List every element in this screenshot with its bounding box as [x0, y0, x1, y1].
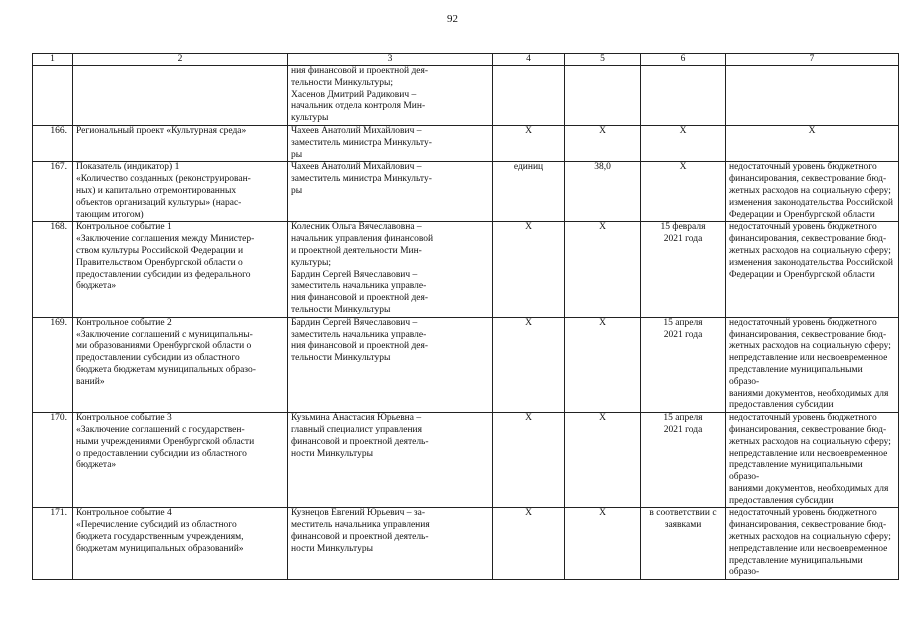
risks-cell: недостаточный уровень бюджетного финансирования, секвестрование бюд- жетных расходов на социальную сферу; непредставление или несвоевременное представление муниципальными образо- ваниями документов, необходимых для предоставления субсидии: [726, 317, 899, 412]
deadline-cell: 15 апреля 2021 года: [641, 317, 726, 412]
risks-cell: недостаточный уровень бюджетного финансирования, секвестрование бюд- жетных расходов на социальную сферу; непредставление или несвоевременное представление муниципальными образо- ваниями документов, необходимых для предоставления субсидии: [726, 413, 899, 508]
table-row: [33, 508, 899, 580]
risks-cell: недостаточный уровень бюджетного финансирования, секвестрование бюд- жетных расходов на социальную сферу; непредставление или несвоевременное представление муниципальными образо-: [726, 508, 899, 580]
plan-table: [32, 53, 899, 580]
event-name: Контрольное событие 1 «Заключение соглашения между Министер- ством культуры Российской Федерации и Правительством Оренбургской области о предоставлении субсидии из федерального бюджета»: [73, 222, 288, 317]
responsible-person: Кузнецов Евгений Юрьевич – за- меститель начальника управления финансовой и проектной деятель- ности Минкультуры: [288, 508, 493, 580]
row-number: 171.: [33, 508, 73, 580]
value-cell: Х: [565, 317, 641, 412]
row-number: 168.: [33, 222, 73, 317]
deadline-cell: [641, 66, 726, 126]
row-number: 166.: [33, 125, 73, 161]
column-number: 6: [641, 54, 726, 66]
value-cell: Х: [565, 508, 641, 580]
unit-cell: Х: [493, 222, 565, 317]
table-row: [33, 162, 899, 222]
column-number: 4: [493, 54, 565, 66]
column-number: 2: [73, 54, 288, 66]
table-row: [33, 222, 899, 317]
deadline-cell: в соответствии с заявками: [641, 508, 726, 580]
row-number: 169.: [33, 317, 73, 412]
event-name: Региональный проект «Культурная среда»: [73, 125, 288, 161]
event-name: Показатель (индикатор) 1 «Количество созданных (реконструирован- ных) и капитально отремонтированных объектов организаций культуры» (нарас- тающим итогом): [73, 162, 288, 222]
column-number-row: [33, 54, 899, 66]
column-number: 1: [33, 54, 73, 66]
risks-cell: Х: [726, 125, 899, 161]
row-number: 170.: [33, 413, 73, 508]
deadline-cell: Х: [641, 162, 726, 222]
risks-cell: недостаточный уровень бюджетного финансирования, секвестрование бюд- жетных расходов на социальную сферу; изменения законодательства Российской Федерации и Оренбургской области: [726, 222, 899, 317]
risks-cell: [726, 66, 899, 126]
responsible-person: Чахеев Анатолий Михайлович – заместитель министра Минкульту- ры: [288, 162, 493, 222]
deadline-cell: 15 апреля 2021 года: [641, 413, 726, 508]
column-number: 5: [565, 54, 641, 66]
deadline-cell: 15 февраля 2021 года: [641, 222, 726, 317]
responsible-person: Чахеев Анатолий Михайлович – заместитель министра Минкульту- ры: [288, 125, 493, 161]
event-name: Контрольное событие 2 «Заключение соглашений с муниципальны- ми образованиями Оренбургской области о предоставлении субсидии из областного бюджета бюджетам муниципальных образо- ваний»: [73, 317, 288, 412]
value-cell: Х: [565, 413, 641, 508]
row-number: 167.: [33, 162, 73, 222]
unit-cell: Х: [493, 125, 565, 161]
value-cell: Х: [565, 125, 641, 161]
event-name: Контрольное событие 3 «Заключение соглашений с государствен- ными учреждениями Оренбургской области о предоставлении субсидии из областного бюджета»: [73, 413, 288, 508]
value-cell: Х: [565, 222, 641, 317]
responsible-person: Бардин Сергей Вячеславович – заместитель начальника управле- ния финансовой и проектной дея- тельности Минкультуры: [288, 317, 493, 412]
event-name: [73, 66, 288, 126]
unit-cell: единиц: [493, 162, 565, 222]
value-cell: 38,0: [565, 162, 641, 222]
deadline-cell: Х: [641, 125, 726, 161]
risks-cell: недостаточный уровень бюджетного финансирования, секвестрование бюд- жетных расходов на социальную сферу; изменения законодательства Российской Федерации и Оренбургской области: [726, 162, 899, 222]
table-row: [33, 66, 899, 126]
unit-cell: Х: [493, 508, 565, 580]
value-cell: [565, 66, 641, 126]
event-name: Контрольное событие 4 «Перечисление субсидий из областного бюджета государственным учреждениям, бюджетам муниципальных образований»: [73, 508, 288, 580]
table-row: [33, 413, 899, 508]
responsible-person: Кузьмина Анастасия Юрьевна – главный специалист управления финансовой и проектной деятель- ности Минкультуры: [288, 413, 493, 508]
responsible-person: Колесник Ольга Вячеславовна – начальник управления финансовой и проектной деятельности Мин- культуры; Бардин Сергей Вячеславович – заместитель начальника управле- ния финансовой и проектной дея- тельности Минкультуры: [288, 222, 493, 317]
column-number: 7: [726, 54, 899, 66]
unit-cell: Х: [493, 317, 565, 412]
responsible-person: ния финансовой и проектной дея- тельности Минкультуры; Хасенов Дмитрий Радикович – начальник отдела контроля Мин- культуры: [288, 66, 493, 126]
unit-cell: Х: [493, 413, 565, 508]
table-row: [33, 317, 899, 412]
table-row: [33, 125, 899, 161]
page-number: 92: [447, 13, 458, 25]
row-number: [33, 66, 73, 126]
unit-cell: [493, 66, 565, 126]
column-number: 3: [288, 54, 493, 66]
